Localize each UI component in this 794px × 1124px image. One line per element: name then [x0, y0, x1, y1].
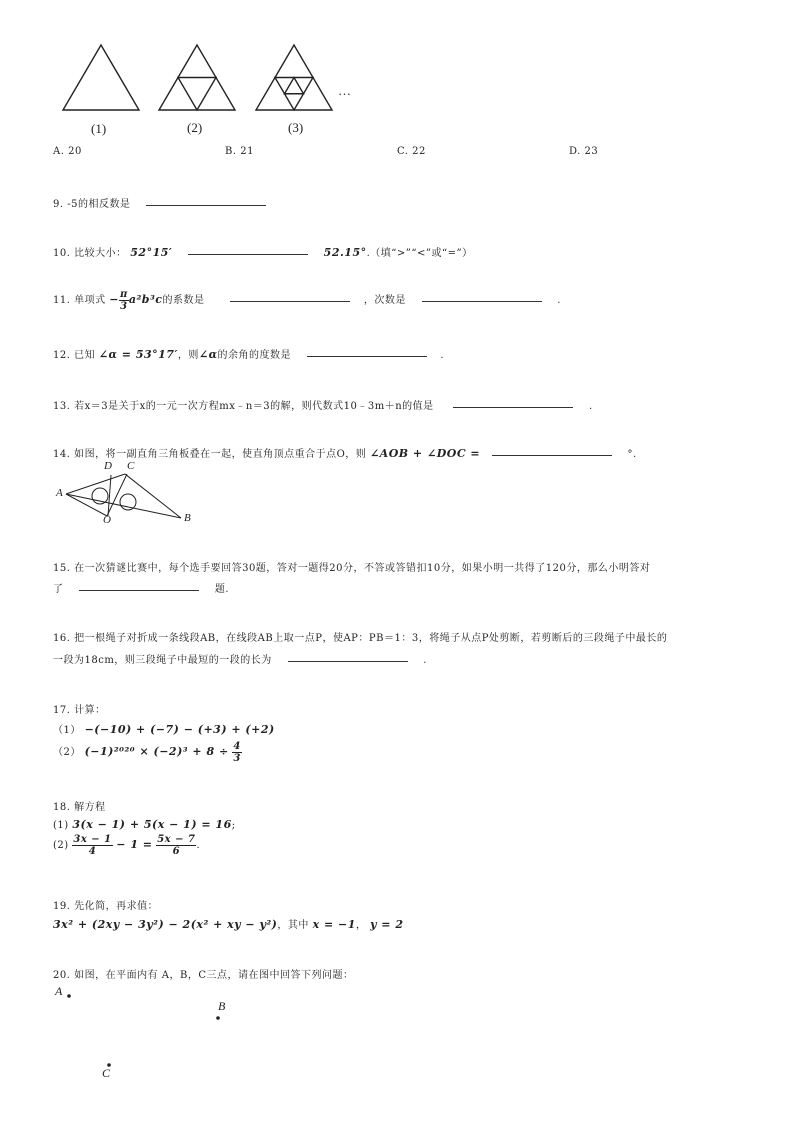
question-19-expr-line — [53, 916, 404, 931]
question-13 — [53, 397, 593, 412]
question-18-part1 — [53, 818, 236, 831]
question-19-sep: ， — [355, 920, 367, 931]
question-11-frac-num: π — [120, 289, 128, 300]
question-18-left-den: 4 — [88, 846, 97, 857]
q20-point-label-C: C — [102, 1066, 111, 1080]
question-11-fraction — [119, 289, 129, 312]
question-18-part2-end: . — [196, 840, 201, 851]
point-A-dot — [67, 994, 71, 998]
answer-blank-11b[interactable] — [422, 300, 542, 302]
question-15-line1: 15. 在一次猜谜比赛中，每个选手要回答30题，答对一题得20分，不答或答错扣10分，如果小明一共得了120分，那么小明答对 — [53, 563, 651, 574]
question-18-part2 — [53, 834, 200, 857]
option-d: D. 23 — [569, 146, 599, 157]
question-18-mid: − 1 = — [116, 838, 153, 851]
triangle-3-innermost — [285, 78, 304, 94]
question-12-expr: ∠α = 53°17′ — [98, 348, 178, 361]
question-14-end: °. — [627, 449, 637, 460]
question-16-line1: 16. 把一根绳子对折成一条线段AB，在线段AB上取一点P，使AP：PB＝1：3，将绳子从点P处剪断，若剪断后的三段绳子中最长的 — [53, 633, 668, 644]
question-16-line2-text: 一段为18cm，则三段绳子中最短的一段的长为 — [53, 655, 272, 666]
question-14-text: 14. 如图，将一副直角三角板叠在一起，使直角顶点重合于点O，则 — [53, 449, 367, 460]
option-a: A. 20 — [53, 146, 82, 157]
question-11-prefix: 11. 单项式 — [53, 295, 106, 306]
question-18-fraction-left — [72, 834, 112, 857]
question-18-right-den: 6 — [172, 846, 181, 857]
question-17-part1-expr: −(−10) + (−7) − (+3) + (+2) — [84, 723, 275, 736]
q20-point-label-A: A — [55, 984, 63, 998]
question-18-part2-label: (2) — [53, 840, 69, 851]
question-18-title: 18. 解方程 — [53, 802, 106, 813]
option-b: B. 21 — [225, 146, 254, 157]
points-figure — [0, 985, 794, 1085]
point-label-A: A — [56, 487, 63, 499]
question-11-frac-den: 3 — [120, 301, 128, 312]
question-9-text: 9. -5的相反数是 — [53, 199, 131, 210]
question-16-line2 — [53, 651, 427, 666]
question-12 — [53, 346, 444, 361]
question-12-end: . — [440, 350, 445, 361]
question-15-end: 题. — [214, 584, 230, 595]
answer-blank-13[interactable] — [453, 406, 573, 408]
answer-blank-10[interactable] — [188, 253, 308, 255]
figure-label-1: (1) — [91, 121, 107, 136]
question-19-title: 19. 先化简，再求值： — [53, 901, 159, 912]
question-10-left-value: 52°15′ — [130, 246, 173, 259]
question-19-cond1: x = −1 — [312, 918, 356, 931]
question-14-expr: ∠AOB + ∠DOC = — [369, 447, 481, 460]
question-12-tail: 的余角的度数是 — [217, 350, 292, 361]
question-10-suffix: .（填“>”“<”或“=”） — [366, 248, 473, 259]
question-17-part1 — [53, 721, 275, 736]
point-label-B: B — [184, 512, 191, 524]
question-18-part1-expr: 3(x − 1) + 5(x − 1) = 16 — [72, 818, 232, 831]
question-11-mid: 的系数是 — [162, 295, 205, 306]
question-10-prefix: 10. 比较大小： — [53, 248, 127, 259]
figure-label-3: (3) — [288, 120, 304, 135]
set-square-figure — [0, 458, 794, 538]
answer-blank-14[interactable] — [492, 454, 612, 456]
question-18-left-num: 3x − 1 — [73, 834, 112, 845]
question-12-mid: ，则 — [177, 350, 199, 361]
question-15-line2-prefix: 了 — [53, 584, 64, 595]
question-11-minus: − — [109, 293, 119, 306]
question-18-right-num: 5x − 7 — [157, 834, 196, 845]
answer-blank-9[interactable] — [146, 204, 266, 206]
figure-label-2: (2) — [187, 120, 203, 135]
answer-blank-15[interactable] — [79, 589, 199, 591]
question-17-fraction — [232, 741, 241, 764]
q20-point-label-B: B — [218, 999, 226, 1013]
question-19-cond2: y = 2 — [370, 918, 404, 931]
question-15-line2 — [53, 580, 229, 595]
segment-AO — [66, 494, 107, 516]
question-17-part1-label: （1） — [53, 725, 81, 736]
question-13-end: . — [589, 401, 593, 412]
question-19-mid: ，其中 — [277, 920, 309, 931]
question-17-part2-label: （2） — [53, 747, 81, 758]
point-label-D: D — [104, 460, 112, 472]
question-12-prefix: 12. 已知 — [53, 350, 96, 361]
question-18-part1-end: ; — [231, 820, 236, 831]
question-13-text: 13. 若x＝3是关于x的一元一次方程mx﹣n＝3的解，则代数式10﹣3m＋n的值是 — [53, 401, 434, 412]
hole-circle-right — [120, 494, 136, 510]
question-20-text: 20. 如图，在平面内有 A，B，C三点，请在图中回答下列问题： — [53, 970, 354, 981]
question-12-angle: ∠α — [198, 348, 218, 361]
answer-blank-12[interactable] — [307, 355, 427, 357]
question-16-end: . — [423, 655, 427, 666]
answer-blank-16[interactable] — [288, 660, 408, 662]
segment-AC — [66, 474, 125, 494]
question-10-right-value: 52.15° — [323, 246, 367, 259]
question-18-part1-label: (1) — [53, 820, 69, 831]
question-17-frac-num: 4 — [233, 741, 241, 752]
triangle-1 — [63, 45, 139, 110]
question-9 — [53, 195, 266, 210]
question-10 — [53, 244, 473, 259]
option-c: C. 22 — [397, 146, 426, 157]
question-11-end: . — [557, 295, 561, 306]
figure-ellipsis: … — [338, 83, 351, 98]
question-11-between: ，次数是 — [363, 295, 406, 306]
triangle-figures — [0, 0, 794, 140]
question-17-title: 17. 计算： — [53, 705, 106, 716]
question-17-part2 — [53, 741, 242, 764]
question-18-fraction-right — [156, 834, 196, 857]
question-11-monomial: a²b³c — [128, 293, 163, 306]
question-17-frac-den: 3 — [233, 753, 241, 764]
point-B-dot — [216, 1016, 220, 1020]
point-label-C: C — [127, 460, 135, 472]
point-label-O: O — [103, 514, 111, 526]
question-11 — [53, 289, 561, 312]
question-17-part2-expr: (−1)²⁰²⁰ × (−2)³ + 8 ÷ — [84, 745, 229, 758]
question-19-expr: 3x² + (2xy − 3y²) − 2(x² + xy − y²) — [53, 918, 278, 931]
answer-blank-11a[interactable] — [230, 300, 350, 302]
segment-AB — [66, 494, 181, 518]
triangle-2-inner — [178, 78, 216, 111]
